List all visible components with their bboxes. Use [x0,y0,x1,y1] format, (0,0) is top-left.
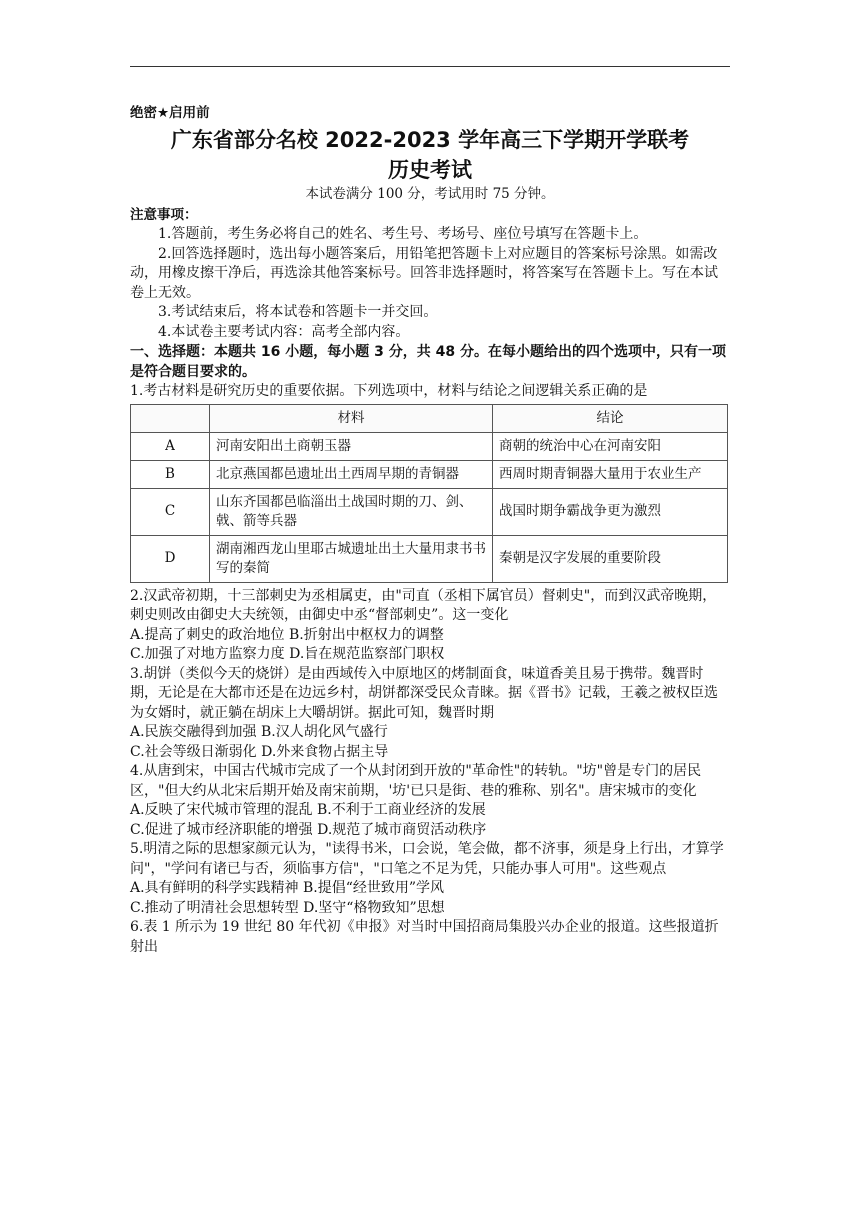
table-row [131,432,728,460]
table-row [131,488,728,535]
question-3-options-ab: A.民族交融得到加强 B.汉人胡化风气盛行 [130,724,388,740]
question-2-options-ab: A.提高了刺史的政治地位 B.折射出中枢权力的调整 [130,626,444,643]
question-2-options-cd: C.加强了对地方监察力度 D.旨在规范监察部门职权 [130,646,445,662]
question-2-stem: 2.汉武帝初期，十三部刺史为丞相属吏，由"司直（丞相下属官员）督刺史"，而到汉武帝晚期，刺史则改由御史大夫统领，由御史中丞“督部刺史”。这一变化 [130,587,717,623]
option-letter: A [131,432,210,460]
question-4-stem: 4.从唐到宋，中国古代城市完成了一个从封闭到开放的"革命性"的转轨。"坊"曾是专门的居民区，"但大约从北宋后期开始及南宋前期，'坊'已只是街、巷的雅称、别名"。唐宋城市的变化 [130,763,702,799]
question-3-stem: 3.胡饼（类似今天的烧饼）是由西域传入中原地区的烤制面食，味道香美且易于携带。魏晋时期，无论是在大都市还是在边远乡村，胡饼都深受民众青睐。据《晋书》记载，王羲之被权臣选为女婿时，就正躺在胡床上大嚼胡饼。据此可知，魏晋时期 [130,665,718,721]
notes-heading: 注意事项： [130,206,198,223]
table-header-letter [131,404,210,432]
top-divider [130,66,730,67]
table-row [131,460,728,488]
exam-subject-title: 历史考试 [388,157,472,182]
question-5-options-cd: C.推动了明清社会思想转型 D.坚守“格物致知”思想 [130,899,445,916]
question-4-options-cd: C.促进了城市经济职能的增强 D.规范了城市商贸活动秩序 [130,821,487,838]
question-5-stem: 5.明清之际的思想家颜元认为，"读得书米，口会说，笔会做，都不济事，须是身上行出，才算学问"，"学问有诸已与否，须临事方信"，"口笔之不足为凭，只能办事人可用"。这些观点 [130,841,724,877]
question-1-table [130,404,728,583]
option-conclusion: 战国时期争霸战争更为激烈 [493,488,728,535]
table-row [131,535,728,582]
option-letter: B [131,460,210,488]
exam-score-time: 本试卷满分 100 分，考试用时 75 分钟。 [305,185,555,202]
option-conclusion: 商朝的统治中心在河南安阳 [493,432,728,460]
secret-mark: 绝密★启用前 [130,105,210,121]
option-material: 山东齐国都邑临淄出土战国时期的刀、剑、戟、箭等兵器 [210,488,493,535]
option-letter: D [131,535,210,582]
option-conclusion: 西周时期青铜器大量用于农业生产 [493,460,728,488]
option-material: 河南安阳出土商朝玉器 [210,432,493,460]
question-5-options-ab: A.具有鲜明的科学实践精神 B.提倡“经世致用”学风 [130,880,445,896]
question-3-options-cd: C.社会等级日渐弱化 D.外来食物占据主导 [130,743,389,760]
table-header-material: 材料 [210,404,493,432]
option-conclusion: 秦朝是汉字发展的重要阶段 [493,535,728,582]
option-material: 北京燕国都邑遗址出土西周早期的青铜器 [210,460,493,488]
note-item: 3.考试结束后，将本试卷和答题卡一并交回。 [158,304,438,320]
note-item: 2.回答选择题时，选出每小题答案后，用铅笔把答题卡上对应题目的答案标号涂黑。如需改动，用橡皮擦干净后，再选涂其他答案标号。回答非选择题时，将答案写在答题卡上。写在本试卷上无效。 [130,245,718,301]
option-letter: C [131,488,210,535]
question-1-stem: 1.考古材料是研究历史的重要依据。下列选项中，材料与结论之间逻辑关系正确的是 [130,383,648,399]
exam-title: 广东省部分名校 2022-2023 学年高三下学期开学联考 [170,127,690,152]
question-6-stem: 6.表 1 所示为 19 世纪 80 年代初《申报》对当时中国招商局集股兴办企业的报道。这些报道折射出 [130,919,719,955]
option-material: 湖南湘西龙山里耶古城遗址出土大量用隶书书写的秦简 [210,535,493,582]
exam-content [130,104,730,957]
question-4-options-ab: A.反映了宋代城市管理的混乱 B.不利于工商业经济的发展 [130,802,486,818]
table-header-row [131,404,728,432]
section-heading: 一、选择题：本题共 16 小题，每小题 3 分，共 48 分。在每小题给出的四个选项中，只有一项是符合题目要求的。 [130,344,726,380]
note-item: 4.本试卷主要考试内容：高考全部内容。 [158,323,410,340]
note-item: 1.答题前，考生务必将自己的姓名、考生号、考场号、座位号填写在答题卡上。 [158,226,648,242]
table-header-conclusion: 结论 [493,404,728,432]
